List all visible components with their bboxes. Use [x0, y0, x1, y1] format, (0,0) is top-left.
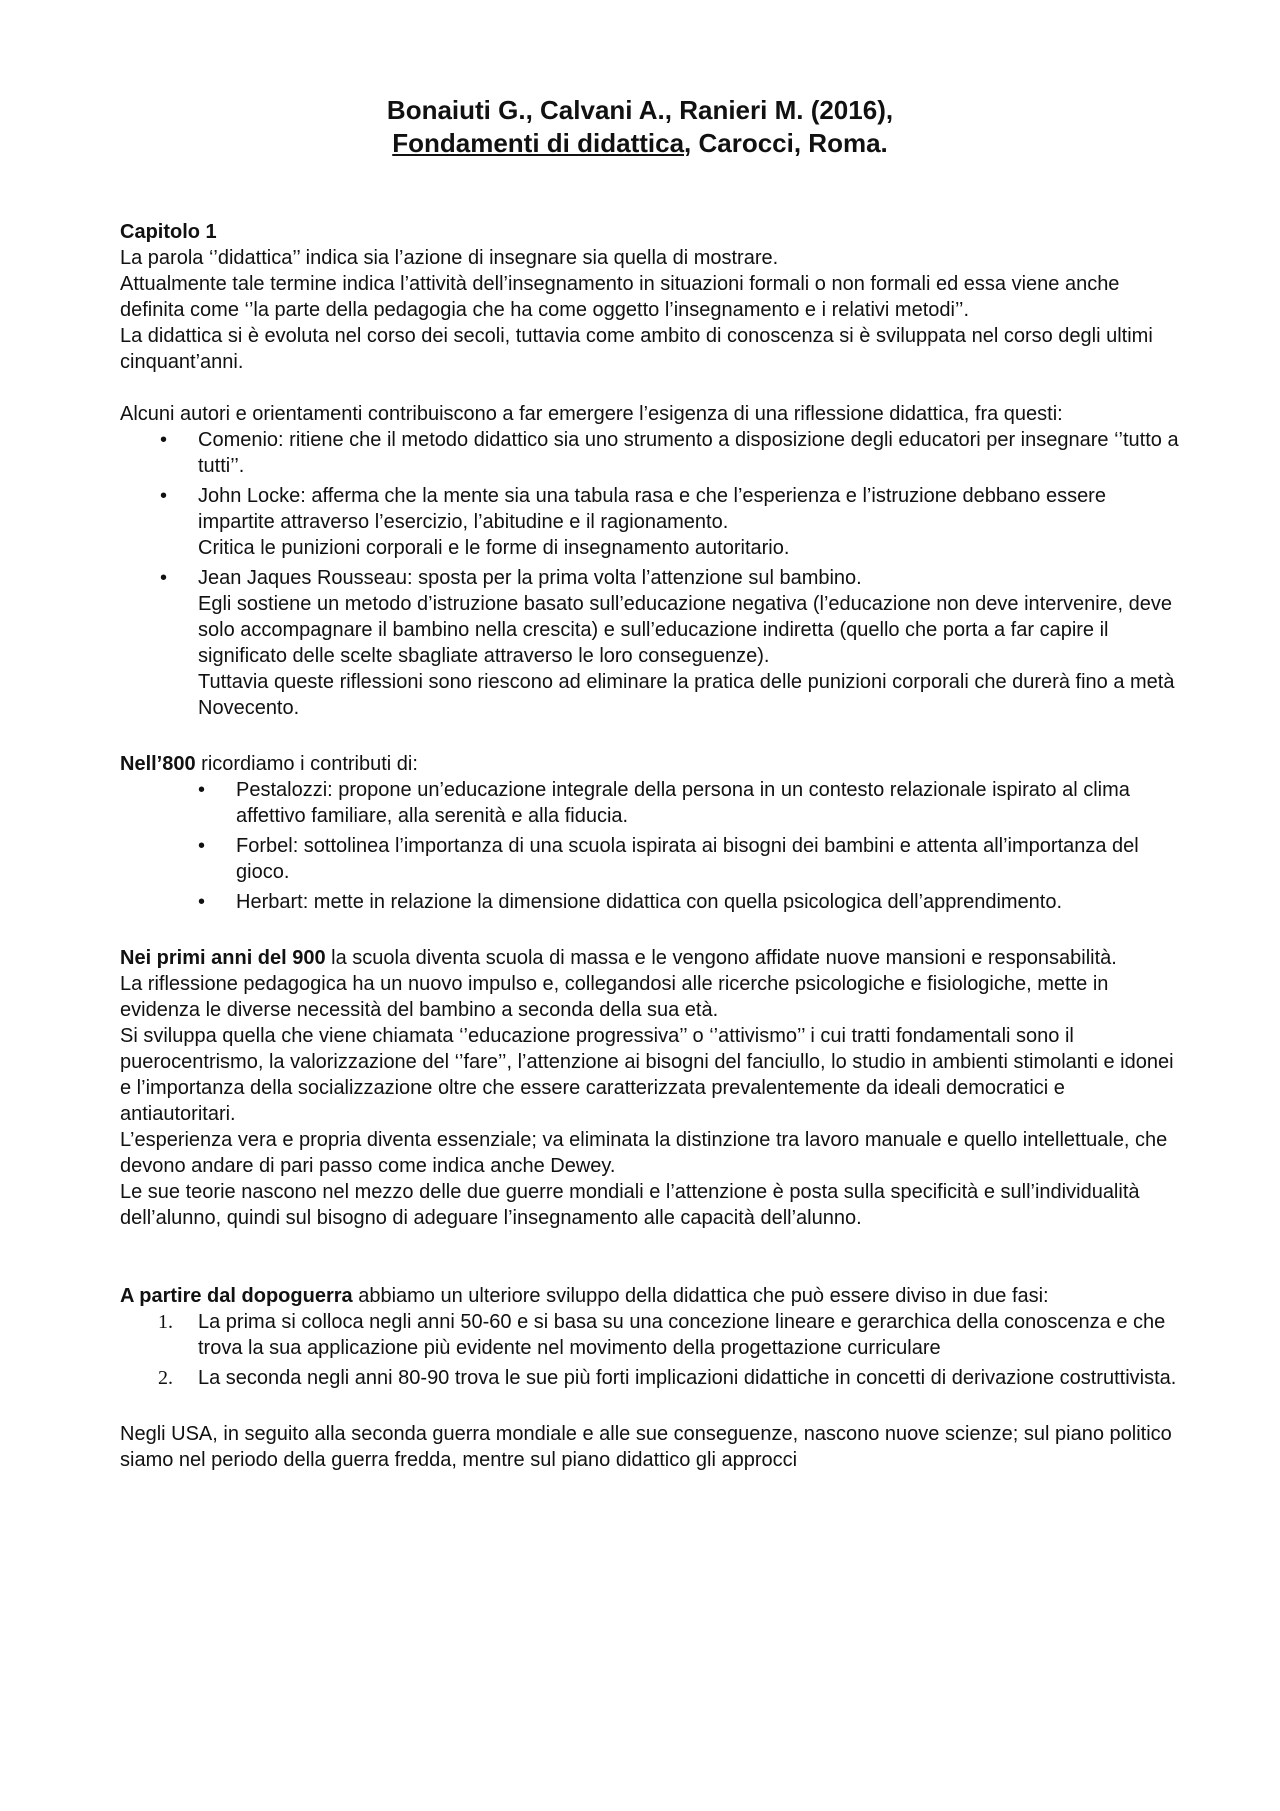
paragraph: La didattica si è evoluta nel corso dei secoli, tuttavia come ambito di conoscenza si è sviluppata nel corso degli ultimi cinquant’anni.: [120, 325, 1153, 373]
paragraph: Si sviluppa quella che viene chiamata ‘’educazione progressiva’’ o ‘’attivismo’’ i cui tratti fondamentali sono il puerocentrismo, la valorizzazione del ‘’fare’’, l’attenzione ai bisogni del fanciullo, lo studio in ambienti stimolanti e idonei e l’importanza della socializzazione oltre che essere caratterizzata prevalentemente da ideali democratici e antiautoritari.: [120, 1025, 1174, 1125]
list-item: • Jean Jaques Rousseau: sposta per la prima volta l’attenzione sul bambino. Egli sostiene un metodo d’istruzione basato sull’educazione negativa (l’educazione non deve intervenire, deve solo accompagnare il bambino nella crescita) e sull’educazione indiretta (quello che porta a far capire il significato delle scelte sbagliate attraverso le loro conseguenze). Tuttavia queste riflessioni sono riescono ad eliminare la pratica delle punizioni corporali che durerà fino a metà Novecento.: [120, 565, 1180, 721]
authors-list: [120, 427, 1180, 721]
contributors-list: [120, 777, 1180, 915]
list-item: • Pestalozzi: propone un’educazione integrale della persona in un contesto relazionale ispirato al clima affettivo familiare, alla serenità e alla fiducia.: [120, 777, 1180, 829]
citation-title-line: [0, 127, 1280, 160]
paragraph: La riflessione pedagogica ha un nuovo impulso e, collegandosi alle ricerche psicologiche e fisiologiche, mette in evidenza le diverse necessità del bambino a seconda della sua età.: [120, 973, 1109, 1021]
list-item: 1. La prima si colloca negli anni 50-60 e si basa su una concezione lineare e gerarchica della conoscenza e che trova la sua applicazione più evidente nel movimento della progettazione curriculare: [158, 1311, 1166, 1359]
section-lead: Nell’800: [120, 753, 196, 775]
paragraph: La parola ‘’didattica’’ indica sia l’azione di insegnare sia quella di mostrare.: [120, 247, 779, 269]
section-lead: Nei primi anni del 900: [120, 947, 326, 969]
chapter-heading: Capitolo 1: [120, 221, 217, 243]
paragraph: A partire dal dopoguerra abbiamo un ulteriore sviluppo della didattica che può essere diviso in due fasi:: [120, 1285, 1049, 1307]
list-item: • Forbel: sottolinea l’importanza di una scuola ispirata ai bisogni dei bambini e attenta all’importanza del gioco.: [120, 833, 1180, 885]
paragraph: Attualmente tale termine indica l’attività dell’insegnamento in situazioni formali o non formali ed essa viene anche definita come ‘’la parte della pedagogia che ha come oggetto l’insegnamento e i relativi metodi’’.: [120, 273, 1120, 321]
list-item: • Herbart: mette in relazione la dimensione didattica con quella psicologica dell’apprendimento.: [120, 889, 1180, 915]
paragraph: L’esperienza vera e propria diventa essenziale; va eliminata la distinzione tra lavoro manuale e quello intellettuale, che devono andare di pari passo come indica anche Dewey.: [120, 1129, 1168, 1177]
book-title: Fondamenti di didattica: [392, 128, 685, 158]
paragraph: Nei primi anni del 900 la scuola diventa scuola di massa e le vengono affidate nuove mansioni e responsabilità.: [120, 947, 1117, 969]
citation-header: [0, 94, 1280, 160]
paragraph: Le sue teorie nascono nel mezzo delle due guerre mondiali e l’attenzione è posta sulla specificità e sull’individualità dell’alunno, quindi sul bisogno di adeguare l’insegnamento alle capacità dell’alunno.: [120, 1181, 1140, 1229]
paragraph: Alcuni autori e orientamenti contribuiscono a far emergere l’esigenza di una riflessione didattica, fra questi:: [120, 403, 1063, 425]
document-body: [120, 219, 1180, 1473]
publisher: , Carocci, Roma.: [684, 128, 888, 158]
phases-list: [120, 1309, 1180, 1391]
list-item: • Comenio: ritiene che il metodo didattico sia uno strumento a disposizione degli educatori per insegnare ‘’tutto a tutti’’.: [120, 427, 1180, 479]
citation-authors: Bonaiuti G., Calvani A., Ranieri M. (2016),: [386, 95, 894, 125]
list-item: • John Locke: afferma che la mente sia una tabula rasa e che l’esperienza e l’istruzione debbano essere impartite attraverso l’esercizio, l’abitudine e il ragionamento. Critica le punizioni corporali e le forme di insegnamento autoritario.: [120, 483, 1180, 561]
paragraph: Nell’800 ricordiamo i contributi di:: [120, 753, 418, 775]
paragraph: Negli USA, in seguito alla seconda guerra mondiale e alle sue conseguenze, nascono nuove scienze; sul piano politico siamo nel periodo della guerra fredda, mentre sul piano didattico gli approcci: [120, 1423, 1172, 1471]
section-lead: A partire dal dopoguerra: [120, 1285, 353, 1307]
list-item: 2. La seconda negli anni 80-90 trova le sue più forti implicazioni didattiche in concetti di derivazione costruttivista.: [158, 1367, 1177, 1389]
